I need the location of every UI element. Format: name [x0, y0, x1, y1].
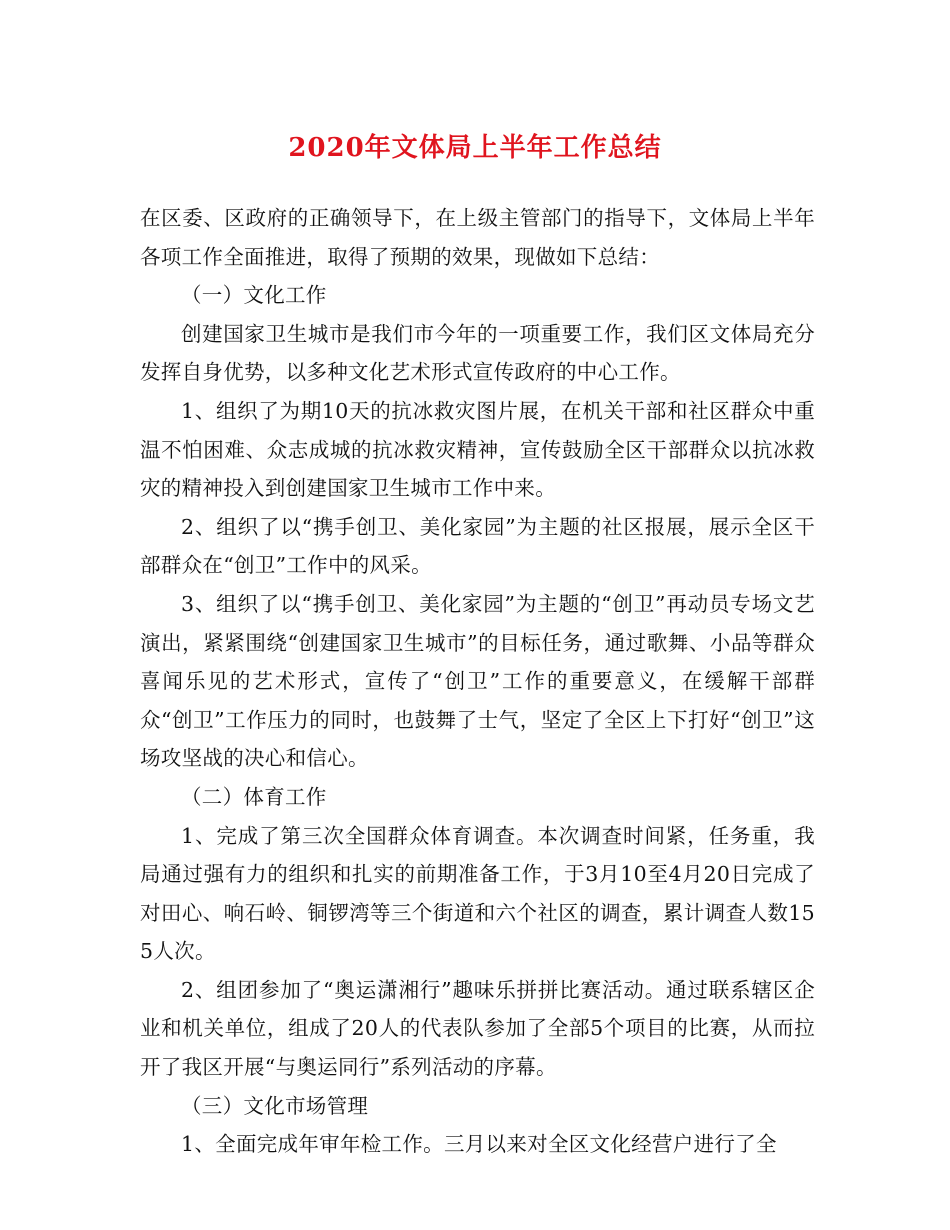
paragraph: 3、组织了以“携手创卫、美化家园”为主题的“创卫”再动员专场文艺演出，紧紧围绕“创建国家卫生城市”的目标任务，通过歌舞、小品等群众喜闻乐见的艺术形式，宣传了“创卫”工作的重要意义，在缓解干部群众“创卫”工作压力的同时，也鼓舞了士气，坚定了全区上下打好“创卫”这场攻坚战的决心和信心。: [140, 591, 815, 771]
paragraph: 2、组团参加了“奥运潇湘行”趣味乐拼拼比赛活动。通过联系辖区企业和机关单位，组成了20人的代表队参加了全部5个项目的比赛，从而拉开了我区开展“与奥运同行”系列活动的序幕。: [140, 977, 815, 1080]
paragraph: 2、组织了以“携手创卫、美化家园”为主题的社区报展，展示全区干部群众在“创卫”工作中的风采。: [140, 514, 815, 578]
document-body: [140, 199, 815, 1164]
section-heading-market: （三）文化市场管理: [181, 1093, 369, 1118]
paragraph: 1、全面完成年审年检工作。三月以来对全区文化经营户进行了全: [181, 1132, 777, 1157]
paragraph: 1、组织了为期10天的抗冰救灾图片展，在机关干部和社区群众中重温不怕困难、众志成城的抗冰救灾精神，宣传鼓励全区干部群众以抗冰救灾的精神投入到创建国家卫生城市工作中来。: [140, 398, 815, 501]
document-title: 2020年文体局上半年工作总结: [288, 133, 662, 163]
paragraph: 创建国家卫生城市是我们市今年的一项重要工作，我们区文体局充分发挥自身优势，以多种文化艺术形式宣传政府的中心工作。: [140, 321, 815, 385]
paragraph-intro: 在区委、区政府的正确领导下，在上级主管部门的指导下，文体局上半年各项工作全面推进，取得了预期的效果，现做如下总结：: [140, 206, 815, 269]
section-heading-culture: （一）文化工作: [181, 283, 327, 308]
section-heading-sports: （二）体育工作: [181, 784, 327, 809]
paragraph: 1、完成了第三次全国群众体育调查。本次调查时间紧，任务重，我局通过强有力的组织和扎实的前期准备工作，于3月10至4月20日完成了对田心、响石岭、铜锣湾等三个街道和六个社区的调查，累计调查人数155人次。: [140, 823, 815, 964]
